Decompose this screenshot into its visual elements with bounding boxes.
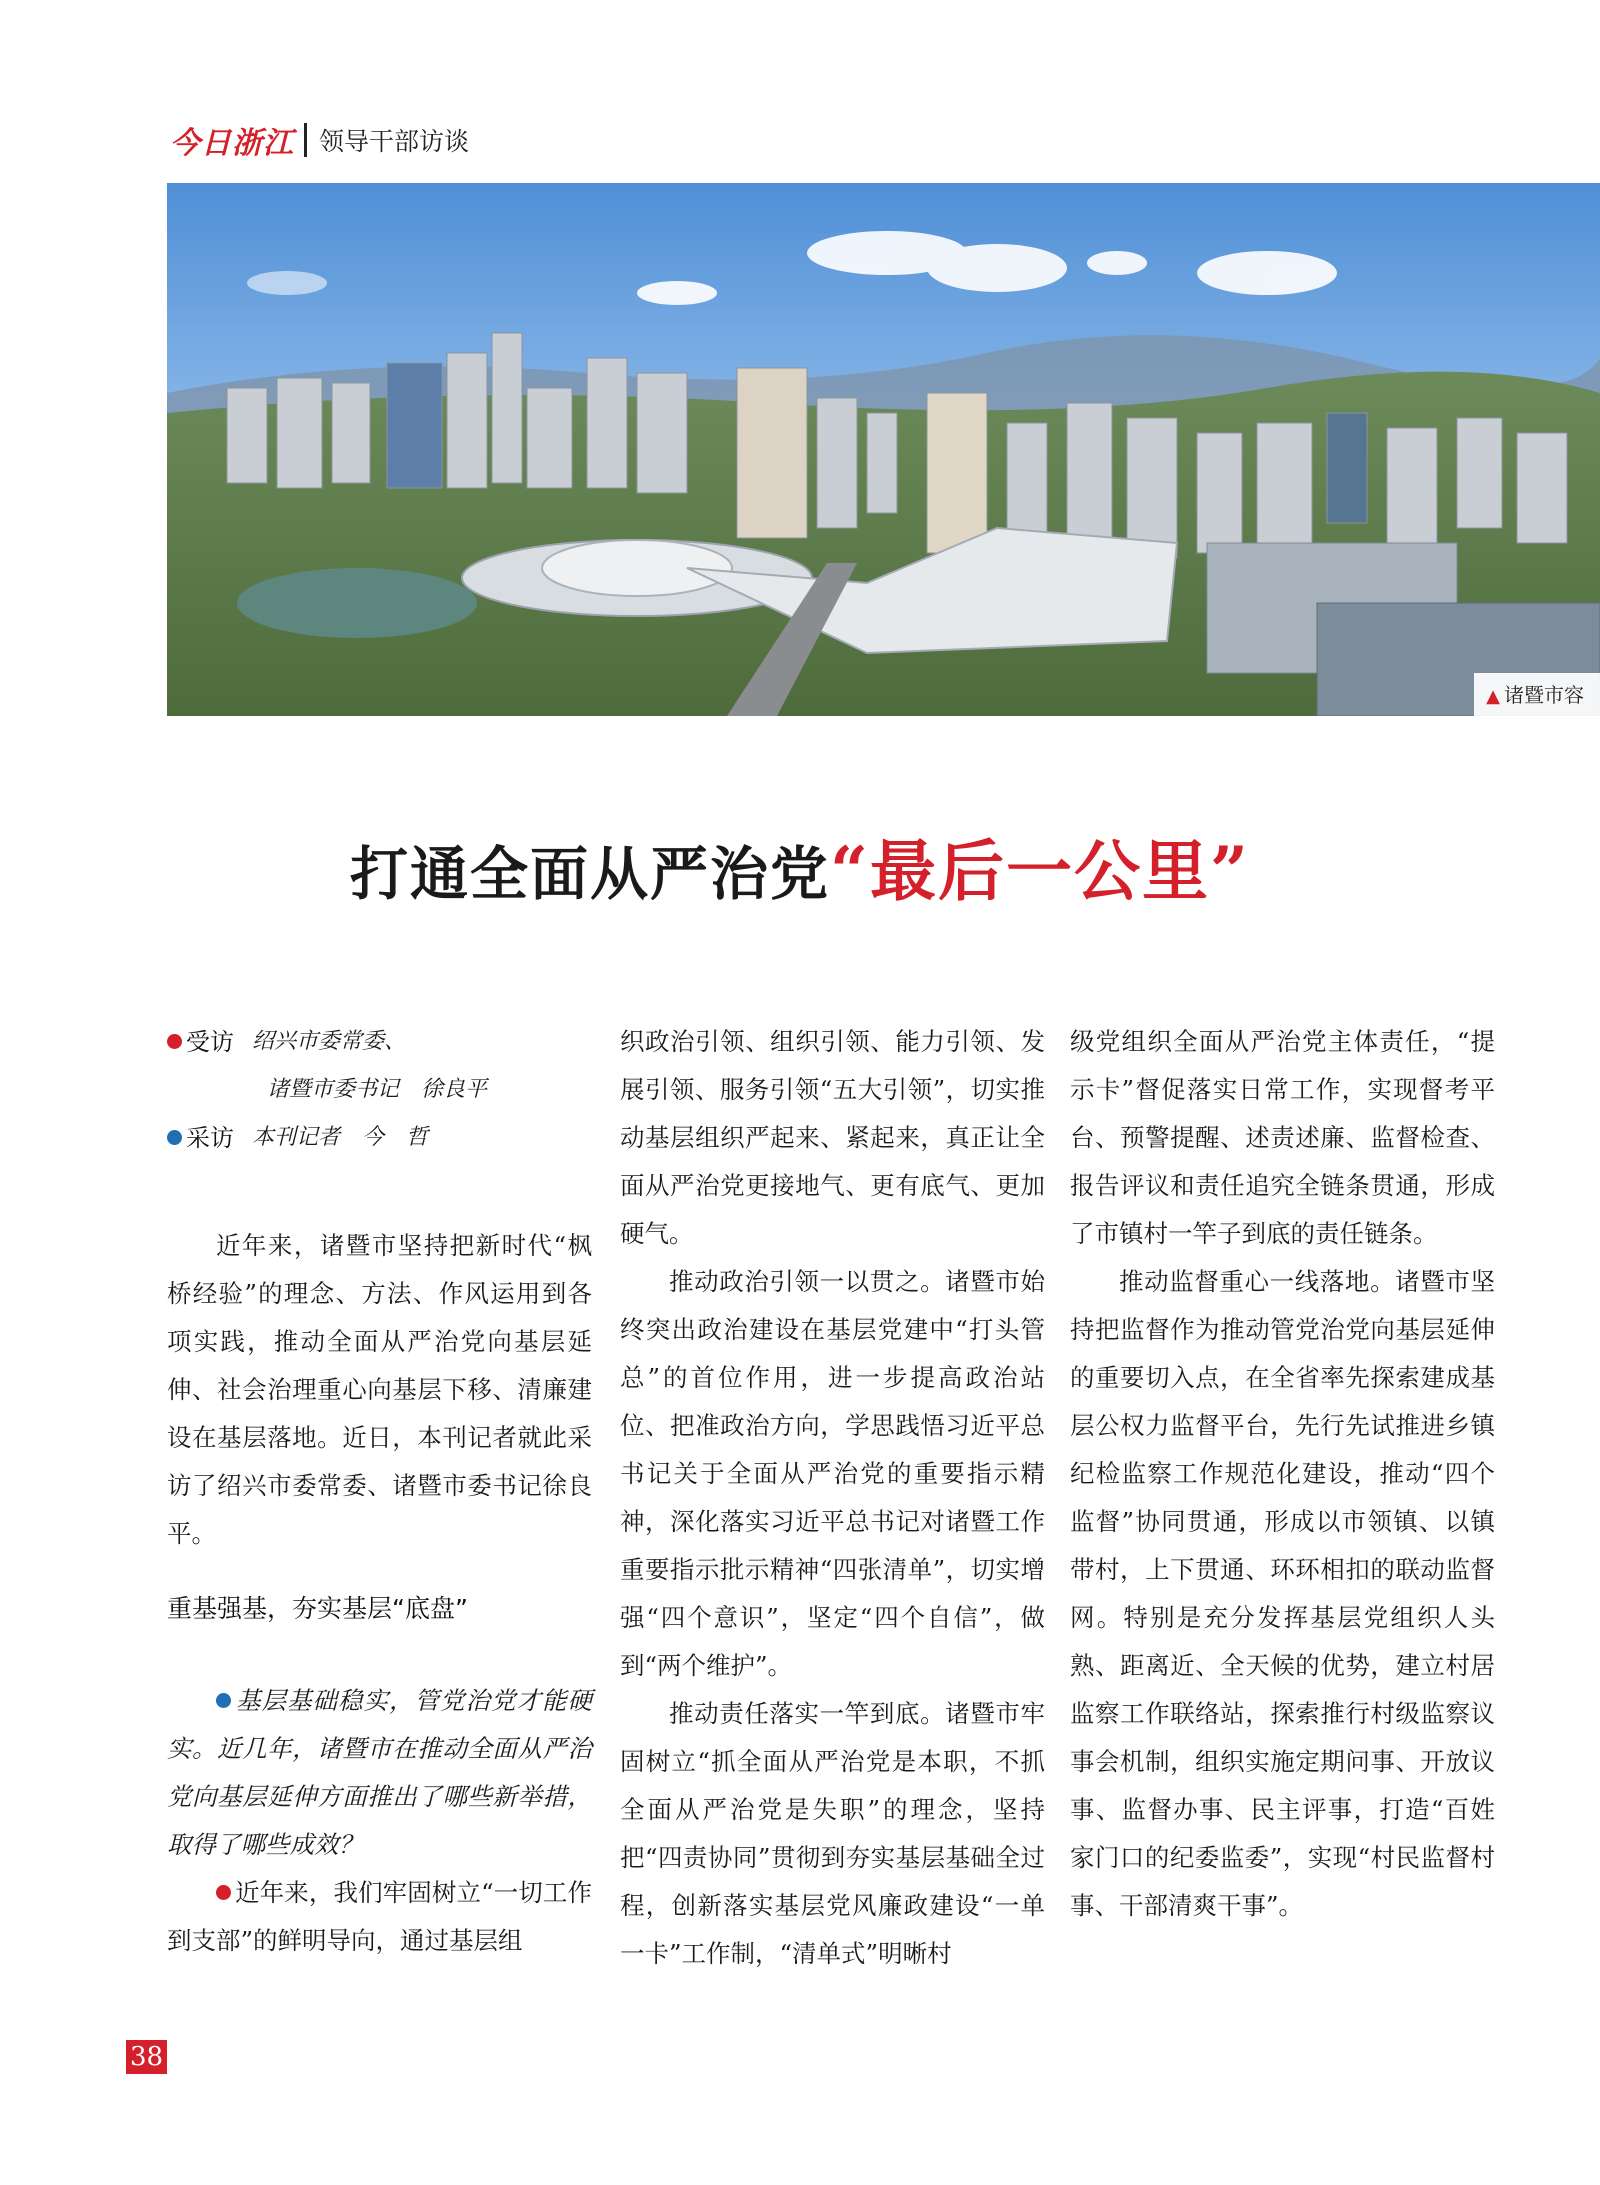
col2-paragraph-1: 织政治引领、组织引领、能力引领、发展引领、服务引领“五大引领”，切实推动基层组织严起来、紧起来，真正让全面从严治党更接地气、更有底气、更加硬气。 — [620, 1027, 1045, 1248]
column-2 — [620, 1018, 1045, 1978]
page-header — [170, 118, 469, 162]
page-number: 38 — [126, 2040, 167, 2074]
blue-dot-icon — [167, 1130, 182, 1145]
caption-triangle-icon: ▲ — [1486, 686, 1500, 707]
answer-dot-icon — [216, 1885, 231, 1900]
photo-caption — [1474, 673, 1600, 716]
article-title — [0, 818, 1600, 913]
interviewer-row — [167, 1114, 592, 1162]
interviewee-name: 诸暨市委书记 徐良平 — [267, 1077, 488, 1102]
header-divider — [304, 123, 307, 157]
col3-paragraph-2: 推动监督重心一线落地。诸暨市坚持把监督作为推动管党治党向基层延伸的重要切入点，在全省率先探索建成基层公权力监督平台，先行先试推进乡镇纪检监察工作规范化建设，推动“四个监督”协同贯通，形成以市领镇、以镇带村，上下贯通、环环相扣的联动监督网。特别是充分发挥基层党组织人头熟、距离近、全天候的优势，建立村居监察工作联络站，探索推行村级监察议事会机制，组织实施定期问事、开放议事、监督办事、民主评事，打造“百姓家门口的纪委监委”，实现“村民监督村事、干部清爽干事”。 — [1070, 1267, 1495, 1920]
interviewee-row-2 — [167, 1066, 592, 1114]
interviewee-title: 绍兴市委常委、 — [252, 1029, 407, 1054]
red-dot-icon — [167, 1034, 182, 1049]
column-3 — [1070, 1018, 1495, 1930]
title-highlight: “最后一公里” — [830, 832, 1250, 910]
title-main: 打通全面从严治党 — [350, 840, 831, 908]
interviewer-label: 采访 — [167, 1114, 234, 1162]
column-1 — [167, 1018, 592, 1965]
city-skyline-image — [167, 183, 1600, 716]
magazine-logo: 今日浙江 — [170, 126, 294, 161]
question-dot-icon — [216, 1693, 231, 1708]
caption-text: 诸暨市容 — [1504, 683, 1584, 707]
col2-paragraph-3: 推动责任落实一竿到底。诸暨市牢固树立“抓全面从严治党是本职，不抓全面从严治党是失职”的理念，坚持把“四责协同”贯彻到夯实基层基础全过程，创新落实基层党风廉政建设“一单一卡”工作制，“清单式”明晰村 — [620, 1699, 1045, 1968]
interviewee-row — [167, 1018, 592, 1066]
article-credits — [167, 1018, 592, 1162]
col3-paragraph-1: 级党组织全面从严治党主体责任，“提示卡”督促落实日常工作，实现督考平台、预警提醒、述责述廉、监督检查、报告评议和责任追究全链条贯通，形成了市镇村一竿子到底的责任链条。 — [1070, 1027, 1495, 1248]
interviewer-name: 本刊记者 今 哲 — [252, 1125, 429, 1150]
col2-paragraph-2: 推动政治引领一以贯之。诸暨市始终突出政治建设在基层党建中“打头管总”的首位作用，进一步提高政治站位、把准政治方向，学思践悟习近平总书记关于全面从严治党的重要指示精神，深化落实习近平总书记对诸暨工作重要指示批示精神“四张清单”，切实增强“四个意识”，坚定“四个自信”，做到“两个维护”。 — [620, 1267, 1045, 1680]
intro-paragraph: 近年来，诸暨市坚持把新时代“枫桥经验”的理念、方法、作风运用到各项实践，推动全面从严治党向基层延伸、社会治理重心向基层下移、清廉建设在基层落地。近日，本刊记者就此采访了绍兴市委常委、诸暨市委书记徐良平。 — [167, 1231, 592, 1548]
interviewee-label: 受访 — [167, 1018, 234, 1066]
section-label: 领导干部访谈 — [319, 127, 470, 156]
city-photo — [167, 183, 1600, 716]
section-subhead: 重基强基，夯实基层“底盘” — [167, 1594, 468, 1623]
question-paragraph: 基层基础稳实，管党治党才能硬实。近几年，诸暨市在推动全面从严治党向基层延伸方面推出了哪些新举措，取得了哪些成效？ — [167, 1686, 592, 1859]
answer-paragraph: 近年来，我们牢固树立“一切工作到支部”的鲜明导向，通过基层组 — [167, 1878, 592, 1955]
